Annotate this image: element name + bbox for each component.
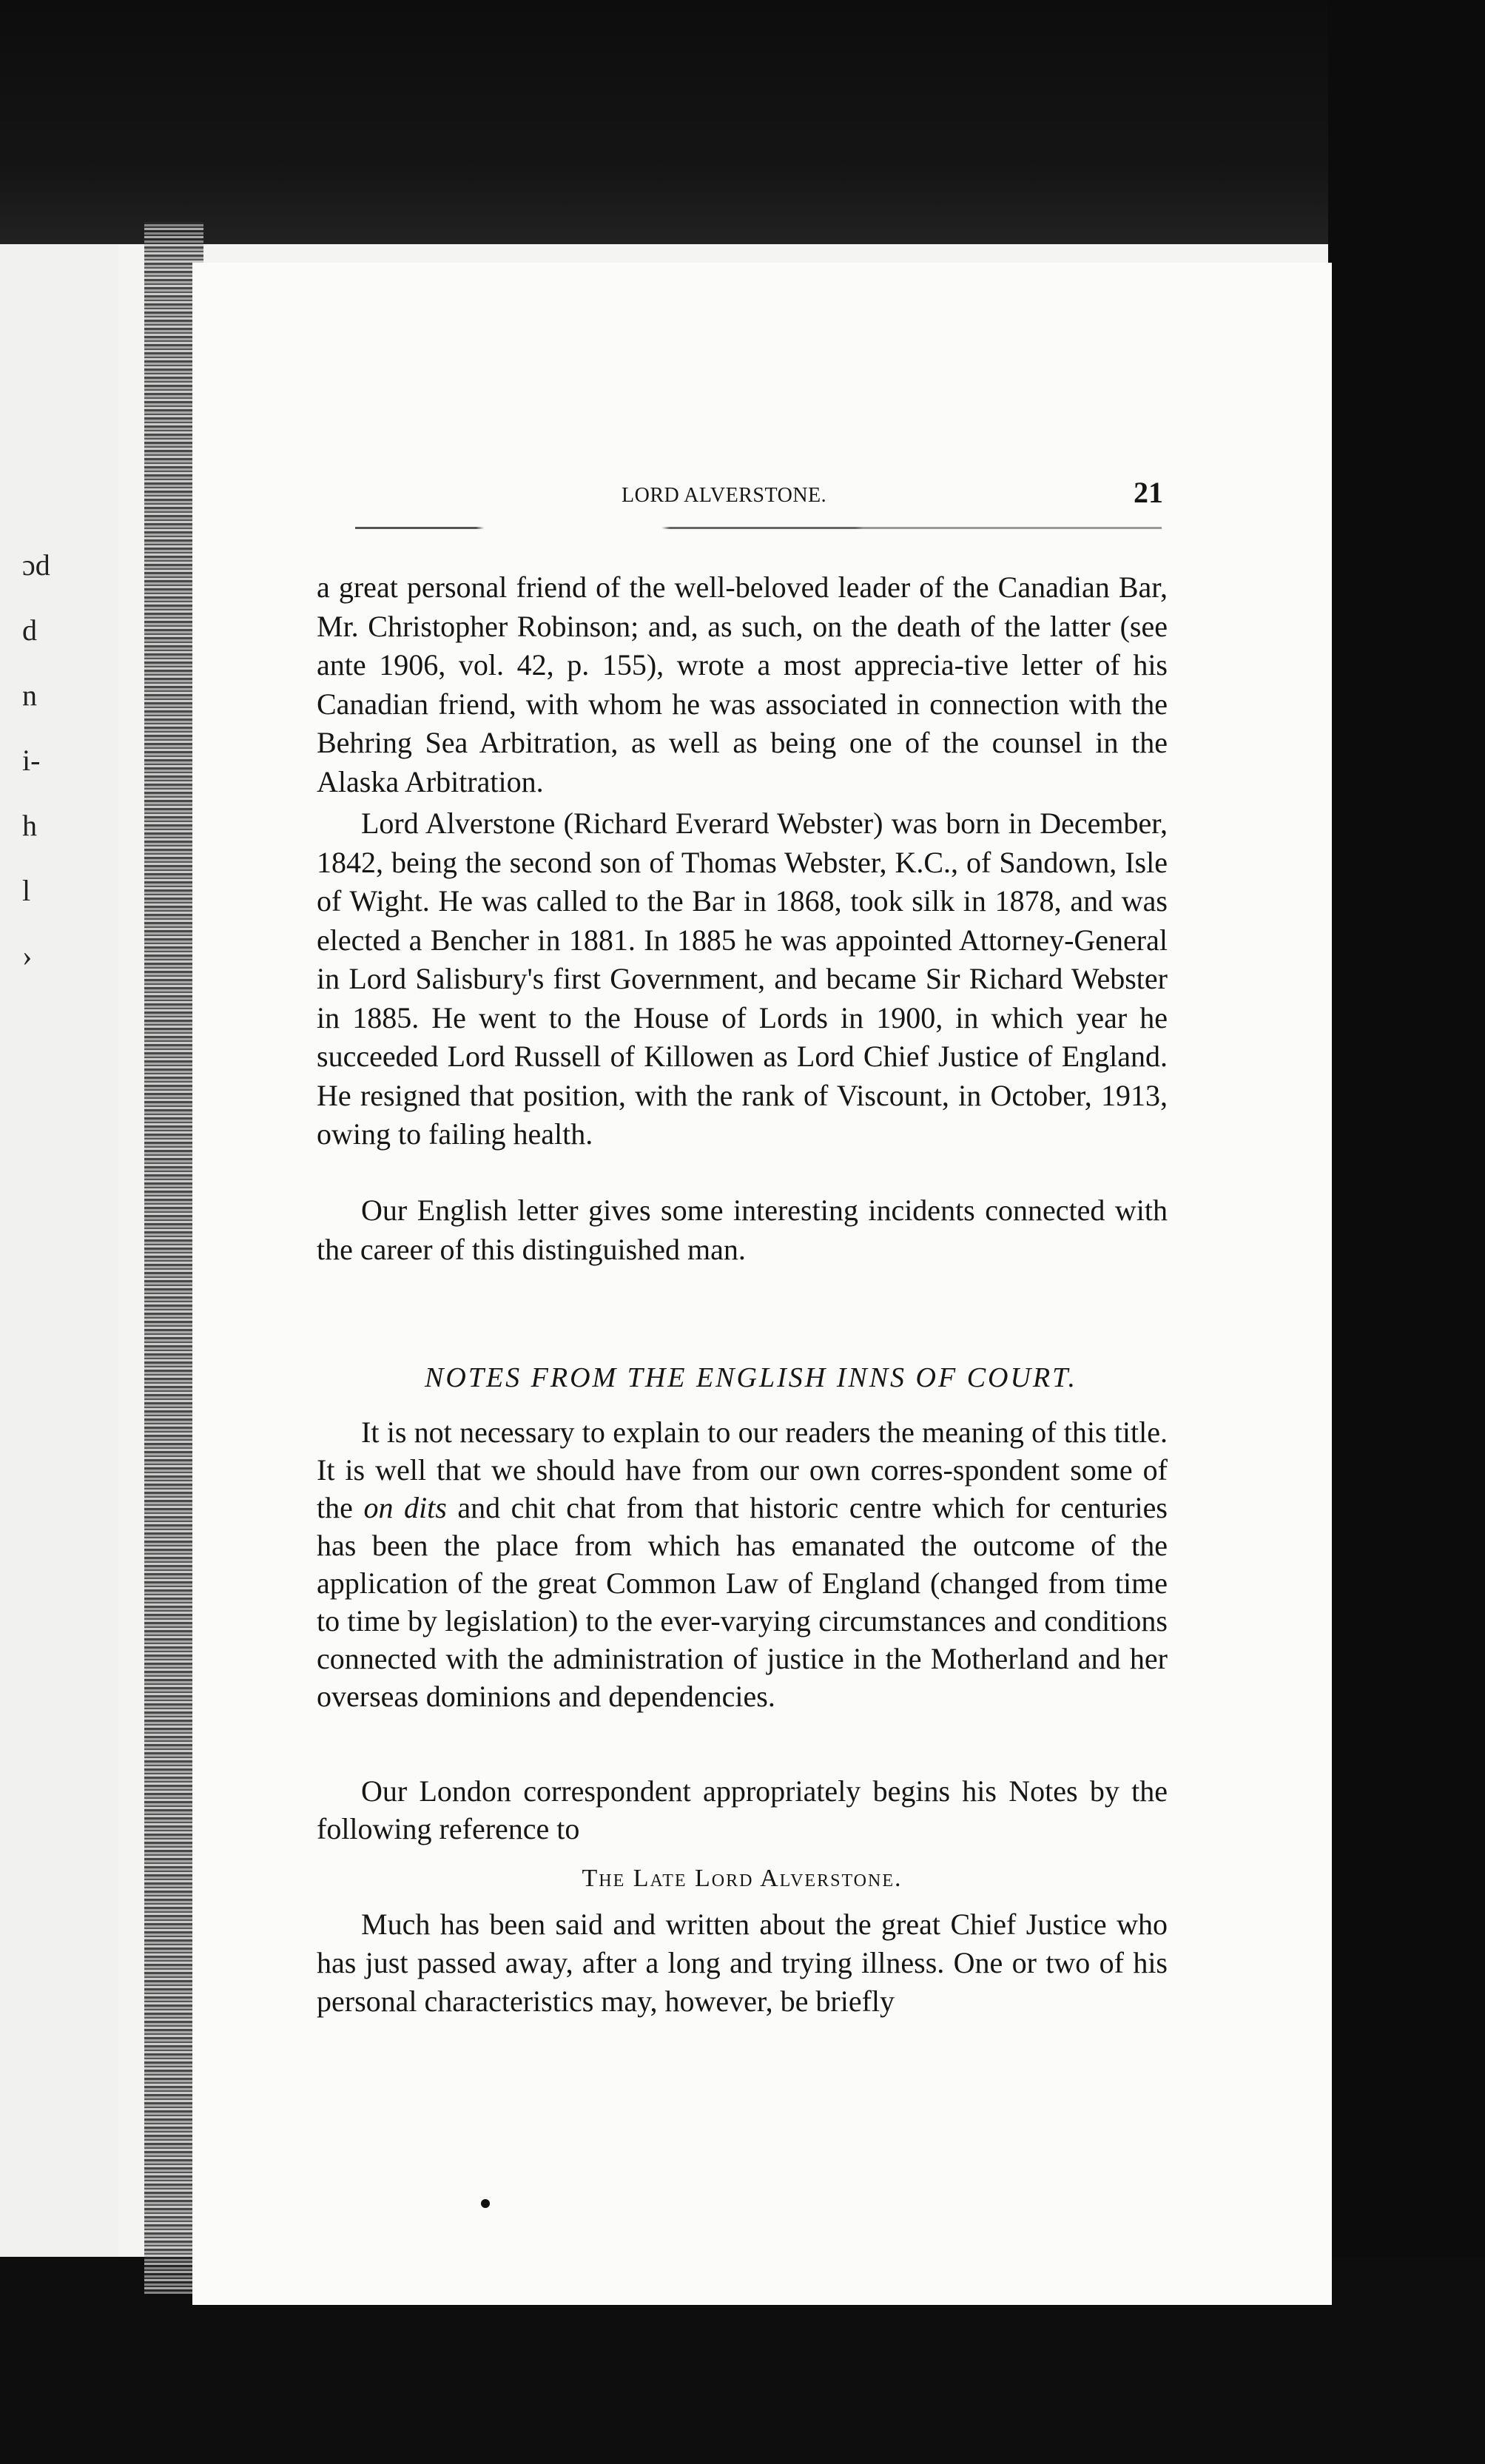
section-paragraph-2-text: Our London correspondent appropriately begins his Notes by the following reference to xyxy=(317,1774,1168,1845)
section-paragraph-2 xyxy=(317,1772,1168,1848)
intro-text: a great personal friend of the well-beloved leader of the Canadian Bar, Mr. Christopher Robinson; and, as such, on the death of the latter (see ante 1906, vol. 42, p. 155), wrote a most apprecia-tive letter of his Canadian friend, with whom he was associated in connection with the Behring Sea Arbitration, as well as being one of the counsel in the Alaska Arbitration. xyxy=(317,570,1168,798)
margin-letter: l xyxy=(22,874,31,907)
margin-letter: › xyxy=(22,939,33,972)
section-paragraph-1-text xyxy=(317,1413,1168,1715)
head-rule xyxy=(355,527,1162,529)
margin-letter: i- xyxy=(22,744,41,777)
section-paragraph-1 xyxy=(317,1413,1168,1715)
ink-speck xyxy=(481,2199,490,2208)
biography-text: Lord Alverstone (Richard Everard Webster) was born in December, 1842, being the second son of Thomas Webster, K.C., of Sandown, Isle of Wight. He was called to the Bar in 1868, took silk in 1878, and was elected a Bencher in 1881. In 1885 he was appointed Attorney-General in Lord Salisbury's first Government, and became Sir Richard Webster in 1885. He went to the House of Lords in 1900, in which year he succeeded Lord Russell of Killowen as Lord Chief Justice of England. He resigned that position, with the rank of Viscount, in October, 1913, owing to failing health. xyxy=(317,807,1168,1151)
intro-paragraph xyxy=(317,568,1168,801)
section-paragraph-3-text: Much has been said and written about the great Chief Justice who has just passed away, after a long and trying illness. One or two of his personal characteristics may, however, be briefly xyxy=(317,1908,1168,2018)
page-number: 21 xyxy=(1134,476,1163,509)
section-heading: NOTES FROM THE ENGLISH INNS OF COURT. xyxy=(425,1362,1077,1393)
section-p1-italic: on dits xyxy=(363,1491,447,1524)
adjacent-page-margin-letters xyxy=(22,533,67,989)
margin-letter: n xyxy=(22,679,37,712)
subheading: The Late Lord Alverstone. xyxy=(582,1865,903,1892)
scan-left-margin xyxy=(0,0,118,2464)
scan-top-border xyxy=(0,0,1485,244)
margin-letter: d xyxy=(22,613,37,647)
margin-letter: h xyxy=(22,809,37,842)
section-paragraph-3 xyxy=(317,1905,1168,2021)
biography-paragraph xyxy=(317,804,1168,1154)
running-head-title: LORD ALVERSTONE. xyxy=(622,484,827,507)
margin-letter: ɔd xyxy=(22,548,50,582)
scan-right-border xyxy=(1328,0,1485,2464)
letter-note-text: Our English letter gives some interesting incidents connected with the career of this distinguished man. xyxy=(317,1194,1168,1266)
section-p1-after: and chit chat from that historic centre which for centuries has been the place from which has emanated the outcome of the application of the great Common Law of England (changed from time to time by legislation) to the ever-varying circumstances and conditions connected with the administration of justice in the Motherland and her overseas dominions and dependencies. xyxy=(317,1491,1168,1713)
letter-note-paragraph xyxy=(317,1191,1168,1269)
section-p1-before: It is not necessary to explain to our readers the meaning of this title. It is well that we should have from our own corres-spondent some of the xyxy=(317,1416,1168,1524)
